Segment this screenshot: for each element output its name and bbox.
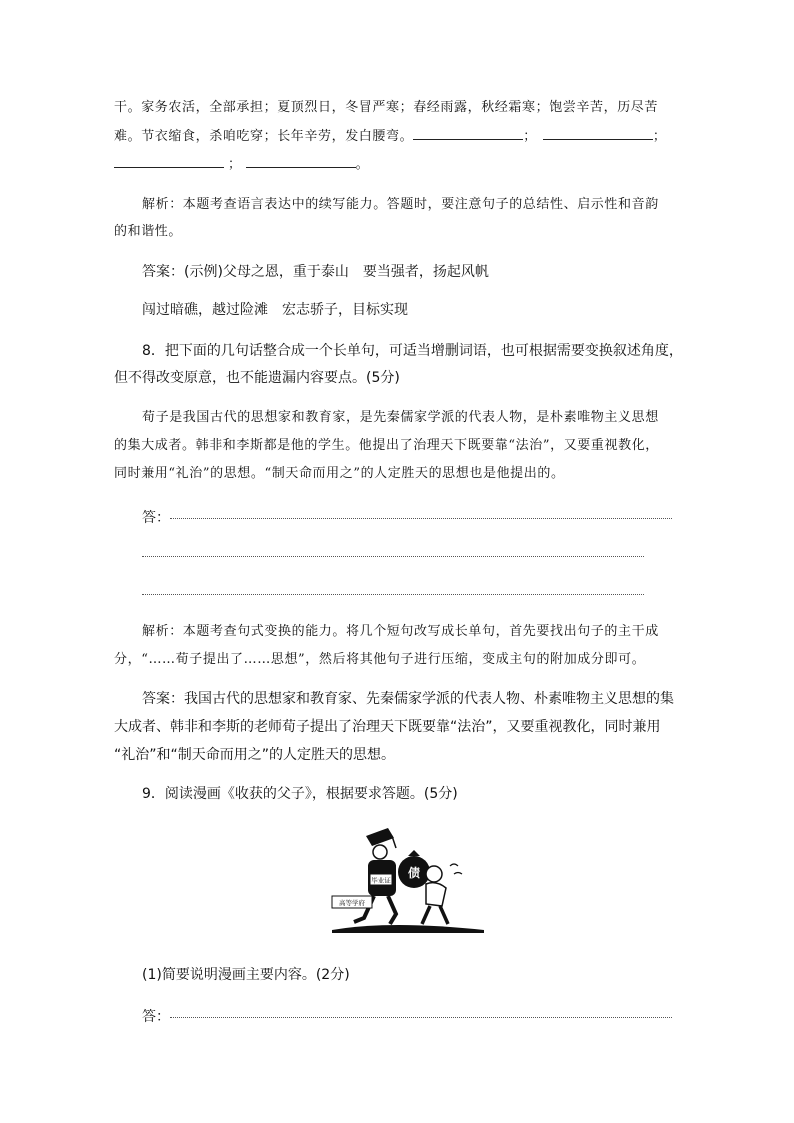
q7-answer-line-1: 答案：(示例)父母之恩，重于泰山 要当强者，扬起风帆 xyxy=(142,264,489,280)
q8-passage-line-2: 的集大成者。韩非和李斯都是他的学生。他提出了治理天下既要靠“法治”，又要重视教化， xyxy=(114,438,659,453)
q8-answer-line-1[interactable] xyxy=(170,518,672,519)
q8-answer-text-line-2: 大成者、韩非和李斯的老师荀子提出了治理天下既要靠“法治”，又要重视教化，同时兼用 xyxy=(114,719,661,735)
q7-text-line-3 xyxy=(114,153,369,172)
q9-sub-question-1: (1)简要说明漫画主要内容。(2分) xyxy=(142,967,350,983)
q7-text-line-1: 干。家务农活，全部承担；夏顶烈日，冬冒严寒；春经雨露，秋经霜寒；饱尝辛苦，历尽苦 xyxy=(114,100,659,115)
separator: ； xyxy=(523,129,537,144)
q9-title: 9．阅读漫画《收获的父子》，根据要求答题。(5分) xyxy=(142,786,458,802)
q8-analysis-line-2: 分，“……荀子提出了……思想”，然后将其他句子进行压缩，变成主句的附加成分即可。 xyxy=(114,652,646,667)
blank-2[interactable] xyxy=(543,127,653,140)
q7-answer-line-2: 闯过暗礁，越过险滩 宏志骄子，目标实现 xyxy=(142,302,408,318)
q8-answer-line-2[interactable] xyxy=(142,556,644,557)
q8-answer-line-3[interactable] xyxy=(142,594,644,595)
q8-passage-line-1: 荀子是我国古代的思想家和教育家，是先秦儒家学派的代表人物，是朴素唯物主义思想 xyxy=(142,410,659,425)
q8-title-line-1: 8．把下面的几句话整合成一个长单句，可适当增删词语，也可根据需要变换叙述角度， xyxy=(142,343,683,359)
q8-answer-text-line-1: 答案：我国古代的思想家和教育家、先秦儒家学派的代表人物、朴素唯物主义思想的集 xyxy=(142,691,674,707)
blank-4[interactable] xyxy=(246,155,356,168)
q8-answer-text-line-3: “礼治”和“制天命而用之”的人定胜天的思想。 xyxy=(114,747,396,763)
q7-analysis-line-2: 的和谐性。 xyxy=(114,224,183,239)
q8-title-line-2: 但不得改变原意，也不能遗漏内容要点。(5分) xyxy=(114,370,400,386)
q8-answer-label: 答： xyxy=(142,510,170,526)
period: 。 xyxy=(355,157,370,172)
q8-passage-line-3: 同时兼用“礼治”的思想。“制天命而用之”的人定胜天的思想也是他提出的。 xyxy=(114,466,565,481)
q7-text-line-2-content: 难。节衣缩食，杀咱吃穿；长年辛劳，发白腰弯。 xyxy=(114,129,414,144)
q9-answer-label: 答： xyxy=(142,1009,170,1025)
label-debt: 债 xyxy=(407,866,421,880)
cartoon-father-and-son-image xyxy=(330,826,486,934)
q7-analysis-line-1: 解析：本题考查语言表达中的续写能力。答题时，要注意句子的总结性、启示性和音韵 xyxy=(142,197,659,212)
label-diploma: 毕业证 xyxy=(371,876,391,885)
blank-1[interactable] xyxy=(413,127,523,140)
q9-answer-line-1[interactable] xyxy=(170,1017,672,1018)
blank-3[interactable] xyxy=(114,155,224,168)
q7-text-line-2 xyxy=(114,125,666,144)
label-school: 高等学府 xyxy=(339,899,365,907)
separator: ； xyxy=(228,157,242,172)
separator: ； xyxy=(652,129,667,144)
q8-analysis-line-1: 解析：本题考查句式变换的能力。将几个短句改写成长单句，首先要找出句子的主干成 xyxy=(142,624,659,639)
